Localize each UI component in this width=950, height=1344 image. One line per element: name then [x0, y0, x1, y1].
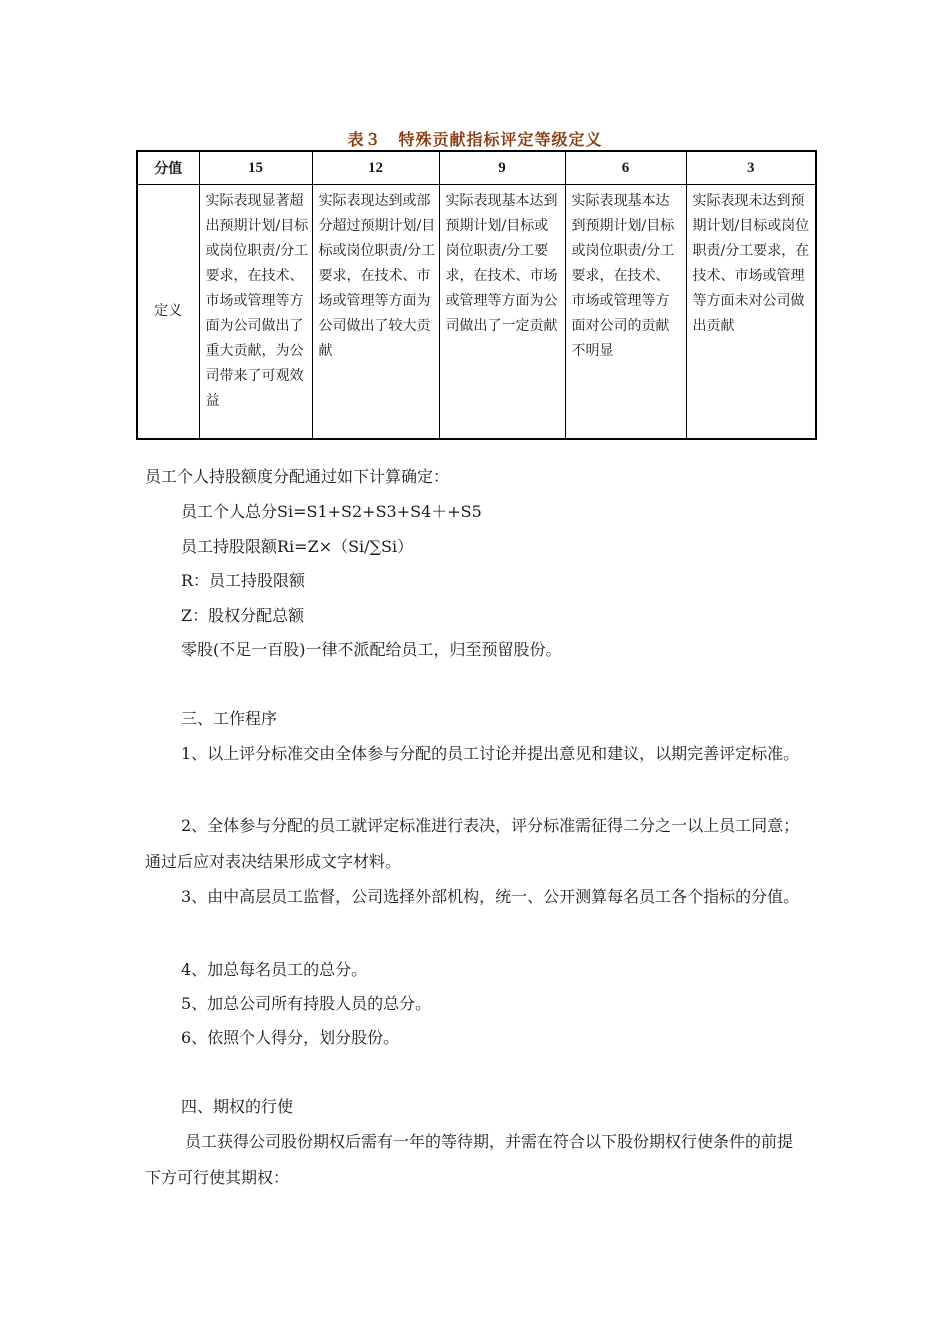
row-label-definition: 定义	[137, 185, 199, 440]
step-item: 6、依照个人得分，划分股份。	[181, 1028, 400, 1047]
paragraph: 零股(不足一百股)一律不派配给员工，归至预留股份。	[181, 640, 562, 659]
definition-cell: 实际表现基本达到预期计划/目标或岗位职责/分工要求，在技术、市场或管理等方面为公司做出了一定贡献	[439, 185, 565, 440]
definition-r: R：员工持股限额	[181, 571, 306, 590]
definition-cell: 实际表现基本达到预期计划/目标或岗位职责/分工要求，在技术、市场或管理等方面对公司的贡献不明显	[565, 185, 686, 440]
table-caption: 表３ 特殊贡献指标评定等级定义	[347, 130, 603, 149]
section-heading: 四、期权的行使	[181, 1097, 294, 1116]
section-heading: 三、工作程序	[181, 709, 278, 728]
definition-cell: 实际表现显著超出预期计划/目标或岗位职责/分工要求，在技术、市场或管理等方面为公司做出了重大贡献，为公司带来了可观效益	[199, 185, 312, 440]
step-item: 2、全体参与分配的员工就评定标准进行表决，评分标准需征得二分之一以上员工同意；通过后应对表决结果形成文字材料。	[145, 816, 800, 871]
grade-definition-table	[136, 150, 817, 440]
score-cell: 9	[439, 151, 565, 185]
step-item: 1、以上评分标准交由全体参与分配的员工讨论并提出意见和建议，以期完善评定标准。	[181, 744, 800, 763]
definition-z: Z：股权分配总额	[181, 606, 305, 625]
formula-total-score: 员工个人总分Si=S1+S2+S3+S4＋+S5	[181, 502, 482, 521]
paragraph: 员工获得公司股份期权后需有一年的等待期，并需在符合以下股份期权行使条件的前提下方可行使其期权：	[145, 1132, 794, 1187]
definition-cell: 实际表现达到或部分超过预期计划/目标或岗位职责/分工要求，在技术、市场或管理等方面为公司做出了较大贡献	[312, 185, 439, 440]
step-item: 4、加总每名员工的总分。	[181, 960, 368, 979]
formula-holding-limit: 员工持股限额Ri=Z×（Si/∑Si）	[181, 537, 414, 556]
definition-cell: 实际表现未达到预期计划/目标或岗位职责/分工要求，在技术、市场或管理等方面未对公司做出贡献	[686, 185, 816, 440]
table-header-row	[137, 151, 816, 185]
table-row	[137, 185, 816, 440]
step-item: 5、加总公司所有持股人员的总分。	[181, 994, 432, 1013]
score-cell: 12	[312, 151, 439, 185]
header-score-label: 分值	[137, 151, 199, 185]
score-cell: 6	[565, 151, 686, 185]
step-item: 3、由中高层员工监督，公司选择外部机构，统一、公开测算每名员工各个指标的分值。	[181, 887, 800, 906]
score-cell: 15	[199, 151, 312, 185]
score-cell: 3	[686, 151, 816, 185]
paragraph: 员工个人持股额度分配通过如下计算确定：	[145, 467, 450, 486]
